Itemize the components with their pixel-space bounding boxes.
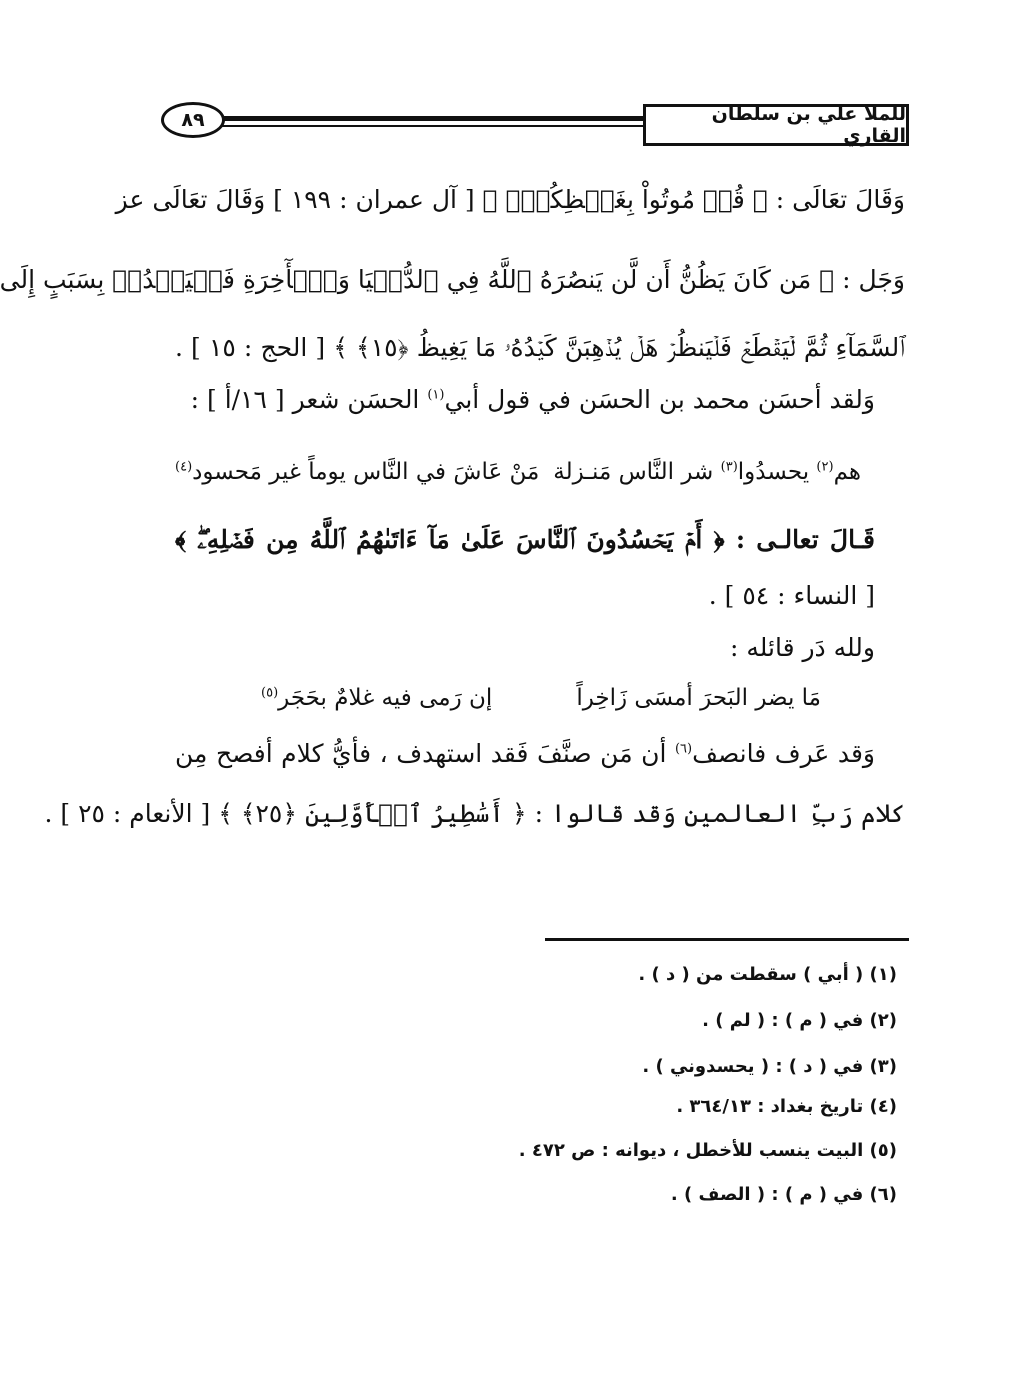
text-line-4 <box>175 380 875 420</box>
poem-2-second-a: إن رَمى فيه غلامٌ بحَجَر <box>278 685 493 711</box>
text-line-7: ولله دَر قائله : <box>729 633 875 662</box>
page-number-oval <box>161 102 225 138</box>
text-line-4-part-b: الحسَن شعر [ ١٦/أ ] : <box>190 385 428 414</box>
poem-1-first-a: هم <box>833 459 861 485</box>
footnote-ref-1[interactable]: (١) <box>427 387 445 403</box>
footnote-2: (٢) في ( م ) : ( لم ) . <box>702 1010 897 1031</box>
running-title-box <box>643 104 909 146</box>
page-number: ٨٩ <box>181 109 205 131</box>
footnote-3: (٣) في ( د ) : ( يحسدوني ) . <box>642 1056 897 1077</box>
text-line-9: كلام رَبِّ العالمين وَقد قالوا : ﴿ أَسَٰطِيرُ ٱلۡأَوَّلِينَ ﴿٢٥﴾ ﴾ [ الأنعام : ٢٥ ] . <box>44 799 905 828</box>
header-rule-thin <box>219 125 643 127</box>
text-line-2: وَجَل : ﴿ مَن كَانَ يَظُنُّ أَن لَّن يَنصُرَهُ ٱللَّهُ فِي ٱلدُّنۡيَا وَٱلۡأٓخِرَةِ فَلۡيَمۡدُدۡ بِسَبَبٍ إِلَى <box>0 265 905 294</box>
footnote-ref-5[interactable]: (٥) <box>261 685 279 701</box>
footnote-ref-4[interactable]: (٤) <box>175 459 193 475</box>
text-line-1: وَقَالَ تعَالَى : ﴿ قُلۡ مُوتُواْ بِغَيۡظِكُمۡۗ ﴾ [ آل عمران : ١٩٩ ] وَقَالَ تعَالَى عز <box>115 185 905 214</box>
text-line-4-part-a: وَلقد أحسَن محمد بن الحسَن في قول أبي <box>444 385 875 414</box>
footnote-separator <box>545 938 909 941</box>
footnote-ref-2[interactable]: (٢) <box>816 459 834 475</box>
header-rule-thick <box>219 116 643 121</box>
footnote-1: (١) ( أبي ) سقطت من ( د ) . <box>638 964 897 985</box>
text-line-8-part-b: أن مَن صنَّفَ فَقد استهدف ، فأيُّ كلام أفصح مِن <box>175 739 675 768</box>
poem-verse-2 <box>261 678 821 718</box>
footnote-6: (٦) في ( م ) : ( الصف ) . <box>670 1184 897 1205</box>
poem-1-second-hemistich <box>175 452 539 492</box>
poem-2-first-hemistich: مَا يضر البَحرَ أمسَى زَاخِراً <box>576 685 821 711</box>
text-line-3: ٱلسَّمَآءِ ثُمَّ لۡيَقۡطَعۡ فَلۡيَنظُرۡ هَلۡ يُذۡهِبَنَّ كَيۡدُهُۥ مَا يَغِيظُ ﴿١٥﴾ ﴾ [ الحج : ١٥ ] . <box>175 333 906 362</box>
page-header <box>161 96 909 154</box>
footnote-4: (٤) تاريخ بغداد : ٣٦٤/١٣ . <box>676 1096 897 1117</box>
poem-1-first-b: يحسدُوا <box>737 459 817 485</box>
footnote-ref-3[interactable]: (٣) <box>720 459 738 475</box>
text-line-6: [ النساء : ٥٤ ] . <box>708 581 875 610</box>
text-line-8 <box>175 734 875 774</box>
poem-1-second-a: مَنْ عَاشَ في النَّاس يوماً غير مَحسود <box>192 459 540 485</box>
poem-1-first-hemistich <box>553 452 861 492</box>
footnote-ref-6[interactable]: (٦) <box>674 741 693 757</box>
text-line-5: قَـالَ تعالـى : ﴿ أَمۡ يَحۡسُدُونَ ٱلنَّاسَ عَلَىٰ مَآ ءَاتَىٰهُمُ ٱللَّهُ مِن فَضۡلِهِۦۖ ﴾ <box>175 525 875 554</box>
poem-1-first-c: شر النَّاس مَنـزلة <box>553 459 721 485</box>
footnote-5: (٥) البيت ينسب للأخطل ، ديوانه : ص ٤٧٢ . <box>518 1140 897 1161</box>
running-title: للملا علي بن سلطان القاري <box>711 103 906 147</box>
poem-2-second-hemistich <box>261 678 492 718</box>
text-line-8-part-a: وَقد عَرف فانصف <box>692 739 875 768</box>
header-rule <box>219 116 643 130</box>
poem-verse-1 <box>175 452 861 492</box>
